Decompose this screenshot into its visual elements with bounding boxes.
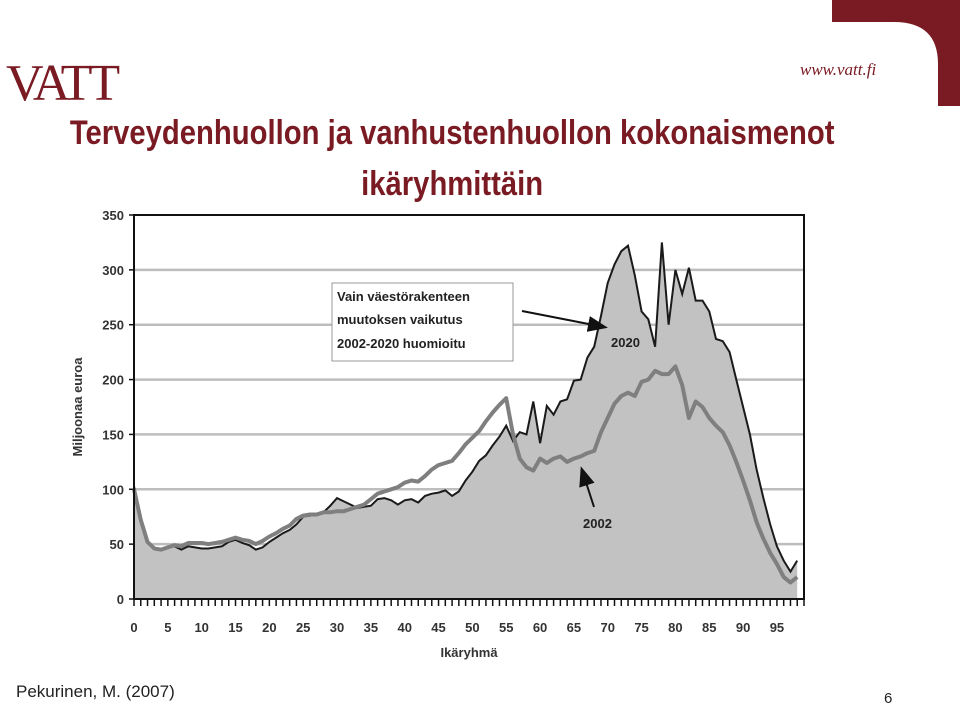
x-axis-title: Ikäryhmä [440, 645, 498, 660]
axis-ticks [134, 599, 804, 606]
vatt-logo: VATT [6, 55, 117, 112]
page-title-line-2: ikäryhmittäin [361, 165, 544, 203]
y-tick-label: 50 [109, 537, 124, 553]
x-tick-label: 80 [668, 620, 683, 635]
x-tick-label: 95 [769, 620, 785, 635]
page-title-line-1: Terveydenhuollon ja vanhustenhuollon kokonaismenot [69, 114, 835, 152]
y-tick-label: 350 [102, 208, 124, 223]
x-tick-label: 55 [498, 620, 514, 635]
x-tick-label: 15 [228, 620, 243, 635]
x-tick-label: 65 [566, 620, 582, 635]
x-tick-labels [130, 620, 784, 635]
y-tick-label: 200 [102, 372, 124, 388]
x-tick-label: 10 [194, 620, 209, 635]
page-number: 6 [884, 690, 893, 707]
y-tick-label: 250 [102, 317, 124, 333]
x-tick-label: 30 [329, 620, 345, 635]
x-tick-label: 75 [634, 620, 649, 635]
x-tick-label: 50 [465, 620, 480, 635]
annotation-line-2: muutoksen vaikutus [337, 312, 463, 327]
y-tick-label: 150 [102, 427, 124, 443]
y-tick-labels [102, 208, 124, 607]
y-tick-label: 100 [102, 482, 124, 498]
annotation-line-3: 2002-2020 huomioitu [337, 336, 466, 351]
series-label-2020: 2020 [611, 335, 640, 350]
source-citation: Pekurinen, M. (2007) [16, 682, 175, 701]
x-tick-label: 35 [363, 620, 379, 635]
x-tick-label: 40 [397, 620, 412, 635]
x-tick-label: 25 [295, 620, 311, 635]
x-tick-label: 20 [262, 620, 277, 635]
x-tick-label: 70 [600, 620, 615, 635]
y-tick-label: 300 [102, 262, 124, 278]
y-tick-label: 0 [116, 592, 124, 607]
x-tick-label: 5 [164, 620, 172, 635]
x-tick-label: 90 [735, 620, 751, 635]
x-tick-label: 45 [431, 620, 446, 635]
series-label-2002: 2002 [583, 516, 612, 531]
annotation-line-1: Vain väestörakenteen [337, 289, 470, 304]
x-tick-label: 60 [532, 620, 548, 635]
y-axis-title: Miljoonaa euroa [70, 357, 85, 457]
x-tick-label: 85 [702, 620, 717, 635]
x-tick-label: 0 [130, 620, 138, 635]
website-link[interactable]: www.vatt.fi [800, 60, 877, 79]
